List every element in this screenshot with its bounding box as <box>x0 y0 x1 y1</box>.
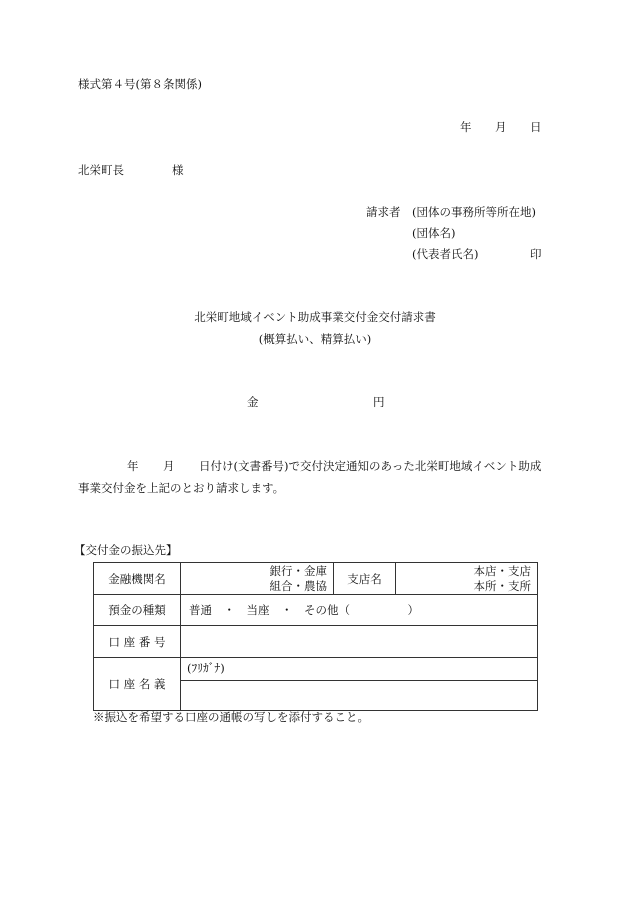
body-line2: 事業交付金を上記のとおり請求します。 <box>78 481 285 495</box>
body-month: 月 <box>163 459 175 473</box>
branch-types-2: 本所・支所 <box>473 578 531 593</box>
bank-section-heading: 【交付金の振込先】 <box>74 543 178 557</box>
inst-types-2: 組合・農協 <box>269 578 327 593</box>
inst-name-field[interactable] <box>181 563 334 595</box>
document-title: 北栄町地域イベント助成事業交付金交付請求書 <box>194 310 436 324</box>
amount-prefix: 金 <box>247 395 259 409</box>
account-name-field[interactable] <box>181 680 538 710</box>
deposit-type-options[interactable]: 普通 ・ 当座 ・ その他（ ） <box>181 595 538 626</box>
body-year: 年 <box>127 459 139 473</box>
bank-account-table <box>93 562 538 711</box>
form-number: 様式第４号(第８条関係) <box>78 77 202 91</box>
attachment-note: ※振込を希望する口座の通帳の写しを添付すること。 <box>93 710 369 724</box>
furigana-label: (ﾌﾘｶﾞﾅ) <box>187 661 225 675</box>
furigana-field[interactable] <box>181 658 538 681</box>
account-number-field[interactable] <box>181 626 538 658</box>
requester-org-name: (団体名) <box>412 226 456 240</box>
deposit-type-label: 預金の種類 <box>94 595 181 626</box>
date-year: 年 <box>460 120 472 134</box>
requester-rep-name: (代表者氏名) <box>412 247 479 261</box>
body-line1: 日付け(文書番号)で交付決定通知のあった北栄町地域イベント助成 <box>199 459 542 473</box>
branch-types-1: 本店・支店 <box>473 563 531 578</box>
addressee-name: 北栄町長 <box>78 163 124 177</box>
branch-label: 支店名 <box>334 563 396 595</box>
seal-mark: 印 <box>530 247 542 261</box>
account-name-label: 口 座 名 義 <box>94 658 181 711</box>
requester-label: 請求者 <box>366 205 401 219</box>
date-day: 日 <box>530 120 542 134</box>
branch-name-field[interactable] <box>396 563 538 595</box>
account-number-label: 口 座 番 号 <box>94 626 181 658</box>
inst-label: 金融機関名 <box>94 563 181 595</box>
amount-suffix: 円 <box>373 395 385 409</box>
addressee-honorific: 様 <box>172 163 184 177</box>
inst-types-1: 銀行・金庫 <box>269 563 327 578</box>
date-month: 月 <box>495 120 507 134</box>
document-subtitle: (概算払い、精算払い) <box>258 332 372 346</box>
requester-address: (団体の事務所等所在地) <box>412 205 536 219</box>
